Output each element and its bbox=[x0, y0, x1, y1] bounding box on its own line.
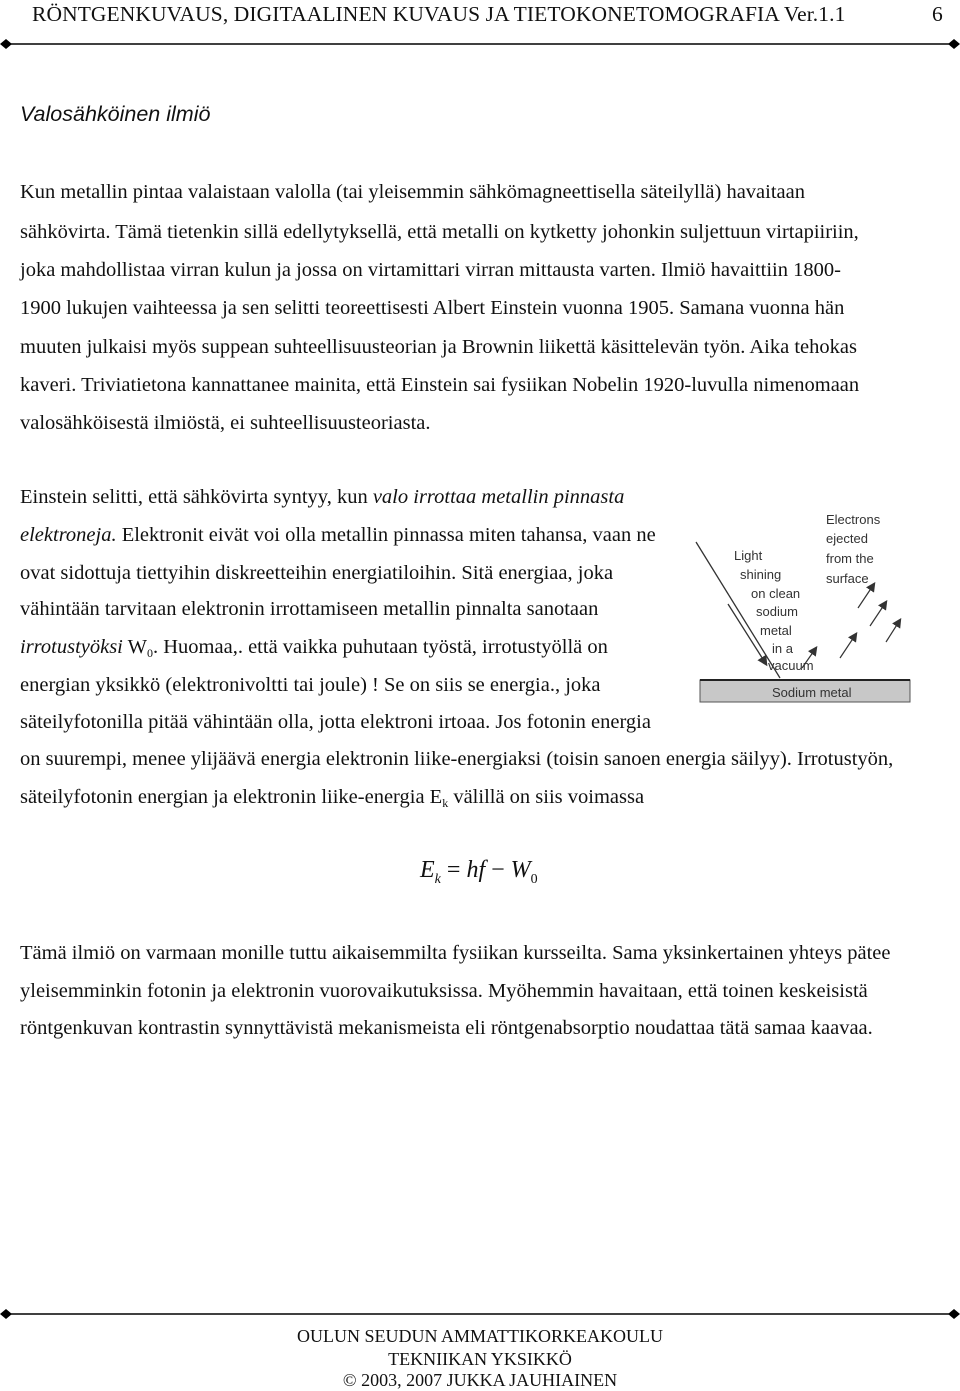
electrons-label: Electrons bbox=[826, 512, 881, 527]
text-line: elektroneja. Elektronit eivät voi olla metallin pinnassa miten tahansa, vaan ne bbox=[20, 524, 656, 546]
electrons-label: from the bbox=[826, 551, 874, 566]
text-line: röntgenkuvan kontrastin synnyttävistä mekanismeista eli röntgenabsorptio noudattaa tätä samaa kaavaa. bbox=[20, 1017, 873, 1039]
text-line: Kun metallin pintaa valaistaan valolla (tai yleisemmin sähkömagneettisella säteilyllä) havaitaan bbox=[20, 181, 805, 203]
text-line: 1900 lukujen vaihteessa ja sen selitti teoreettisesti Albert Einstein vuonna 1905. Samana vuonna hän bbox=[20, 297, 845, 319]
text-line: valosähköisestä ilmiöstä, ei suhteellisuusteoriasta. bbox=[20, 412, 431, 434]
sodium-metal-label: Sodium metal bbox=[772, 685, 852, 700]
light-label: vacuum bbox=[768, 658, 814, 673]
page-header-title: RÖNTGENKUVAUS, DIGITAALINEN KUVAUS JA TIETOKONETOMOGRAFIA Ver.1.1 bbox=[32, 2, 846, 26]
ejected-electrons bbox=[802, 584, 900, 668]
text-line: vähintään tarvitaan elektronin irrottamiseen metallin pinnalta sanotaan bbox=[20, 598, 599, 620]
page-number: 6 bbox=[932, 2, 943, 26]
text-line: kaveri. Triviatietona kannattanee mainita, että Einstein sai fysiikan Nobelin 1920-luvulla nimenomaan bbox=[20, 374, 860, 396]
light-label: Light bbox=[734, 548, 763, 563]
section-title: Valosähköinen ilmiö bbox=[20, 102, 211, 126]
light-label: on clean bbox=[751, 586, 801, 601]
text-line: Einstein selitti, että sähkövirta syntyy, kun valo irrottaa metallin pinnasta bbox=[20, 486, 625, 508]
text-line: ovat sidottuja tiettyihin diskreetteihin energiatiloihin. Sitä energiaa, joka bbox=[20, 562, 614, 584]
light-label: shining bbox=[740, 567, 782, 582]
text-line: sähkövirta. Tämä tietenkin sillä edellytyksellä, että metalli on kytketty johonkin suljettuun virtapiiriin, bbox=[20, 221, 859, 243]
photoelectric-diagram bbox=[690, 508, 920, 708]
text-line: säteilyfotonin energian ja elektronin liike-energia $E_k$ välillä on siis voimassa bbox=[20, 786, 645, 810]
electrons-label: surface bbox=[826, 571, 869, 586]
text-line: on suurempi, menee ylijäävä energia elektronin liike-energiaksi (toisin sanoen energia säilyy). Irrotustyön, bbox=[20, 748, 894, 770]
light-label: in a bbox=[772, 641, 793, 656]
footer-rule bbox=[0, 1306, 960, 1322]
footer-unit: TEKNIIKAN YKSIKKÖ bbox=[388, 1349, 572, 1369]
text-line: säteilyfotonilla pitää vähintään olla, jotta elektroni irtoaa. Jos fotonin energia bbox=[20, 711, 651, 733]
header-rule bbox=[0, 36, 960, 52]
text-line: muuten julkaisi myös suppean suhteellisuusteorian ja Brownin liikettä käsittelevän työn. Aika tehokas bbox=[20, 336, 857, 358]
electrons-label: ejected bbox=[826, 531, 868, 546]
light-label: sodium bbox=[756, 604, 798, 619]
light-label: metal bbox=[760, 623, 792, 638]
equation: $E_k$ = hf − $W_0$ bbox=[420, 857, 538, 887]
footer-copyright: © 2003, 2007 JUKKA JAUHIAINEN bbox=[342, 1370, 618, 1390]
text-line: yleisemminkin fotonin ja elektronin vuorovaikutuksissa. Myöhemmin havaitaan, että toinen keskeisistä bbox=[20, 980, 868, 1002]
text-line: joka mahdollistaa virran kulun ja jossa on virtamittari virran mittausta varten. Ilmiö havaittiin 1800- bbox=[20, 259, 841, 281]
text-line: Tämä ilmiö on varmaan monille tuttu aikaisemmilta fysiikan kursseilta. Sama yksinkertainen yhteys pätee bbox=[20, 942, 891, 964]
footer-institution: OULUN SEUDUN AMMATTIKORKEAKOULU bbox=[297, 1326, 663, 1346]
text-line: energian yksikkö (elektronivoltti tai joule) ! Se on siis se energia., joka bbox=[20, 674, 601, 696]
text-line: irrotustyöksi $W_0$. Huomaa,. että vaikka puhutaan työstä, irrotustyöllä on bbox=[20, 636, 608, 660]
